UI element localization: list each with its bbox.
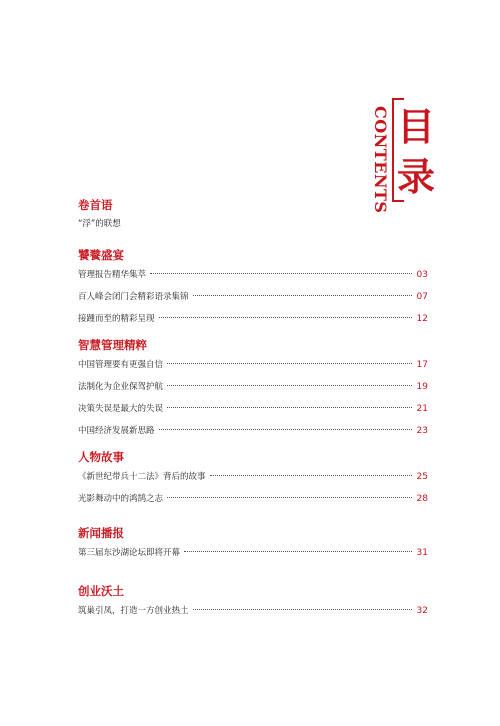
leader-dots xyxy=(159,317,412,318)
section-preface xyxy=(78,196,428,234)
section-feast xyxy=(78,246,428,330)
section-title: 新闻播报 xyxy=(78,526,124,540)
toc-item-title: 决策失误是最大的失误 xyxy=(78,404,164,414)
section-stories xyxy=(78,448,428,510)
toc-item-page: 23 xyxy=(416,426,428,436)
logo-bar-top xyxy=(392,98,404,100)
leader-dots xyxy=(167,385,412,386)
leader-dots xyxy=(193,295,412,296)
toc-item[interactable] xyxy=(78,488,428,510)
section-title: 饕餮盛宴 xyxy=(78,248,124,262)
toc-item-page: 03 xyxy=(416,270,428,280)
toc-item-page: 19 xyxy=(416,382,428,392)
leader-dots xyxy=(150,273,412,274)
section-wisdom xyxy=(78,336,428,442)
toc-item[interactable] xyxy=(78,264,428,286)
toc-item-title: 百人峰会闭门会精彩语录集锦 xyxy=(78,292,189,302)
toc-item-title: 第三届东沙湖论坛即将开幕 xyxy=(78,548,181,558)
leader-dots xyxy=(167,363,412,364)
toc-item-title: 中国经济发展新思路 xyxy=(78,426,155,436)
toc-item[interactable]: “浮”的联想 xyxy=(78,219,121,229)
toc-item[interactable] xyxy=(78,376,428,398)
toc-item[interactable] xyxy=(78,466,428,488)
leader-dots xyxy=(210,475,412,476)
toc-item-page: 17 xyxy=(416,360,428,370)
toc-item-title: 筑巢引凤，打造一方创业热土 xyxy=(78,606,189,616)
leader-dots xyxy=(159,429,412,430)
section-title: 智慧管理精粹 xyxy=(78,338,147,352)
toc-item-title: 法制化为企业保驾护航 xyxy=(78,382,164,392)
contents-title-cn: 目录 xyxy=(396,104,435,199)
leader-dots xyxy=(193,609,412,610)
toc-item-title: 接踵而至的精彩呈现 xyxy=(78,314,155,324)
section-title: 创业沃土 xyxy=(78,584,124,598)
toc-item-page: 25 xyxy=(416,472,428,482)
section-title: 卷首语 xyxy=(78,198,113,212)
section-title: 人物故事 xyxy=(78,450,124,464)
leader-dots xyxy=(184,551,412,552)
leader-dots xyxy=(167,407,412,408)
toc-item[interactable] xyxy=(78,420,428,442)
toc-item-page: 07 xyxy=(416,292,428,302)
toc-item-page: 32 xyxy=(416,606,428,616)
toc-item-page: 28 xyxy=(416,494,428,504)
toc-item-title: 光影舞动中的鸿鹄之志 xyxy=(78,494,164,504)
section-news xyxy=(78,524,428,564)
leader-dots xyxy=(167,497,412,498)
toc-item[interactable] xyxy=(78,600,428,622)
toc-item[interactable] xyxy=(78,354,428,376)
toc-item-title: 中国管理要有更强自信 xyxy=(78,360,164,370)
toc-item-title: 管理报告精华集萃 xyxy=(78,270,147,280)
contents-title-en: CONTENTS xyxy=(371,106,390,214)
toc-item-page: 12 xyxy=(416,314,428,324)
toc-item[interactable] xyxy=(78,398,428,420)
toc-item-title: 《新世纪带兵十二法》背后的故事 xyxy=(78,472,206,482)
toc-item[interactable] xyxy=(78,542,428,564)
toc-item[interactable] xyxy=(78,286,428,308)
toc-item[interactable] xyxy=(78,308,428,330)
toc-item-page: 31 xyxy=(416,548,428,558)
section-startup xyxy=(78,582,428,622)
toc-item-page: 21 xyxy=(416,404,428,414)
